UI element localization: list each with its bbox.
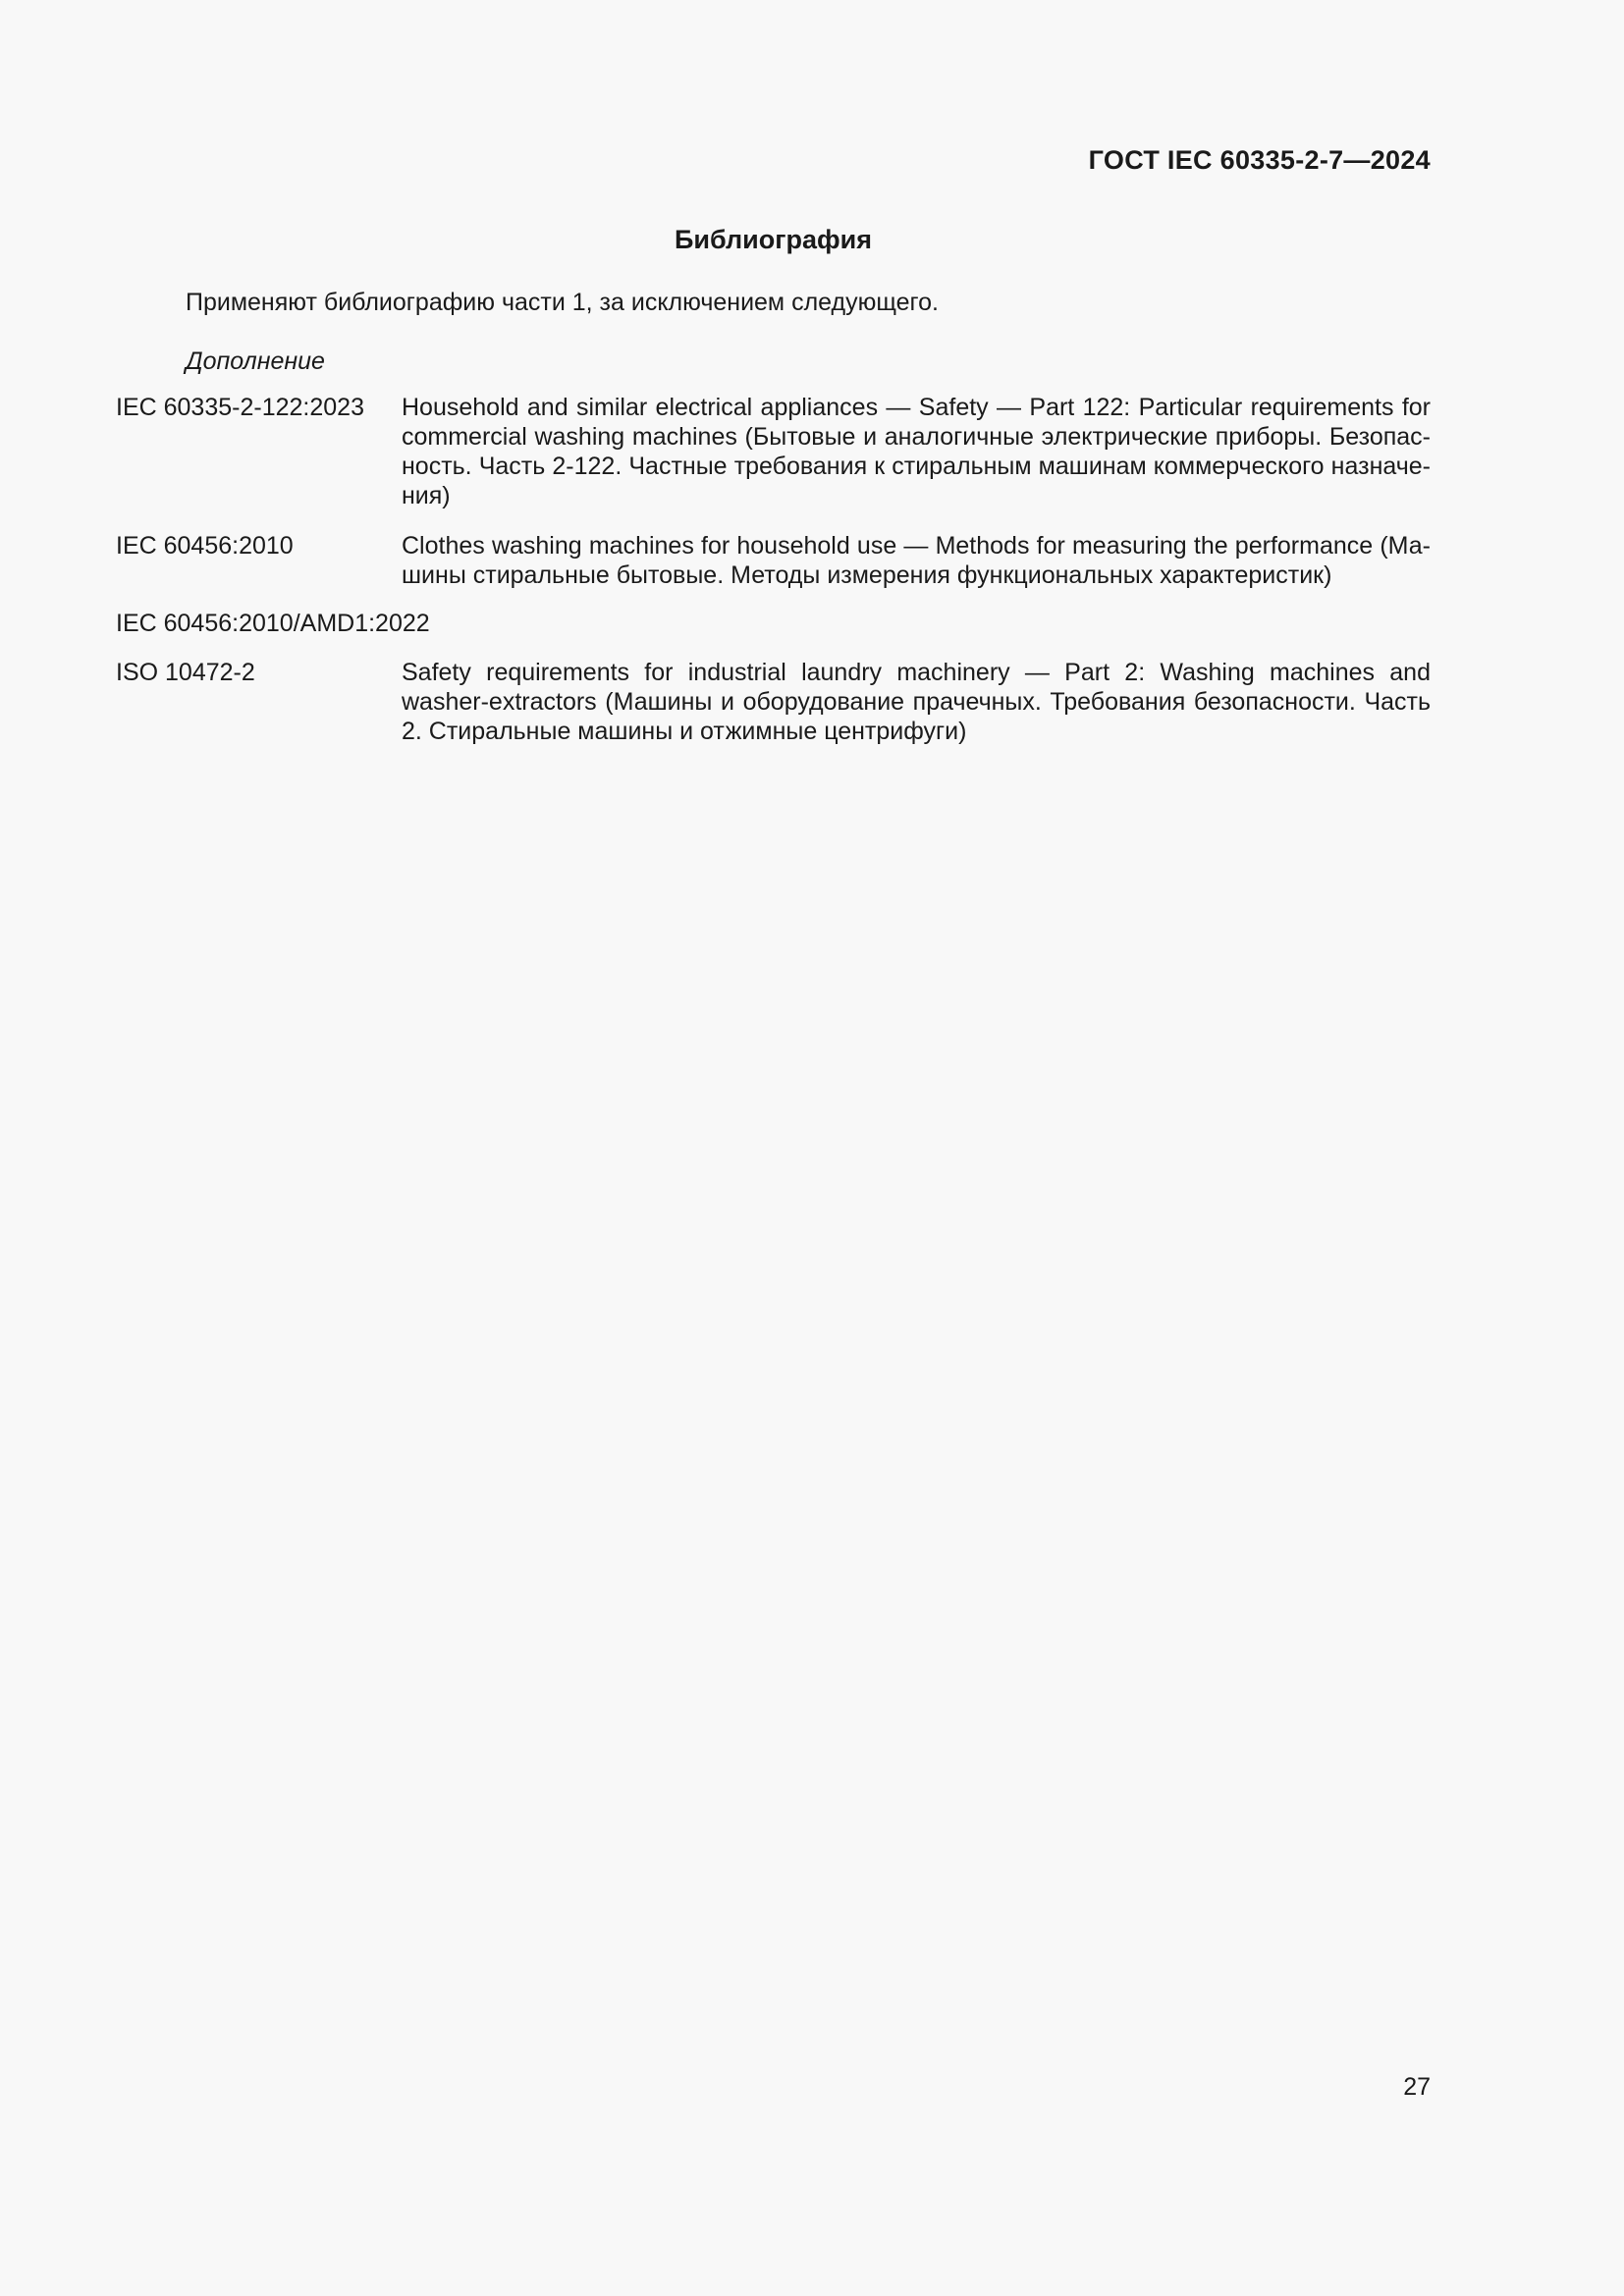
reference-item (116, 658, 1431, 746)
reference-description: Clothes washing machines for household use — Methods for measuring the performance (Машины стиральные бытовые. Методы измерения функциональных характеристик) (402, 532, 1431, 589)
reference-code: IEC 60335-2-122:2023 (116, 394, 364, 421)
reference-code: ISO 10472-2 (116, 659, 255, 686)
page-number: 27 (1403, 2073, 1431, 2101)
reference-description: Household and similar electrical appliances — Safety — Part 122: Particular requirements for commercial washing machines (Бытовые и аналогичные электрические приборы. Безопасность. Часть 2-122. Частные требования к стиральным машинам коммерческого назначения) (402, 394, 1431, 509)
reference-description: Safety requirements for industrial laundry machinery — Part 2: Washing machines and washer-extractors (Машины и оборудование прачечных. Требования безопасности. Часть 2. Стиральные машины и отжимные центрифуги) (402, 659, 1431, 745)
reference-item (116, 393, 1431, 510)
bibliography-intro: Применяют библиографию части 1, за исключением следующего. (186, 289, 939, 316)
standard-code-header: ГОСТ IEC 60335-2-7—2024 (1088, 145, 1431, 175)
reference-item (116, 531, 1431, 590)
reference-code: IEC 60456:2010/AMD1:2022 (116, 610, 430, 637)
addition-label: Дополнение (186, 347, 325, 375)
reference-code: IEC 60456:2010 (116, 532, 294, 560)
bibliography-title: Библиография (675, 225, 872, 254)
